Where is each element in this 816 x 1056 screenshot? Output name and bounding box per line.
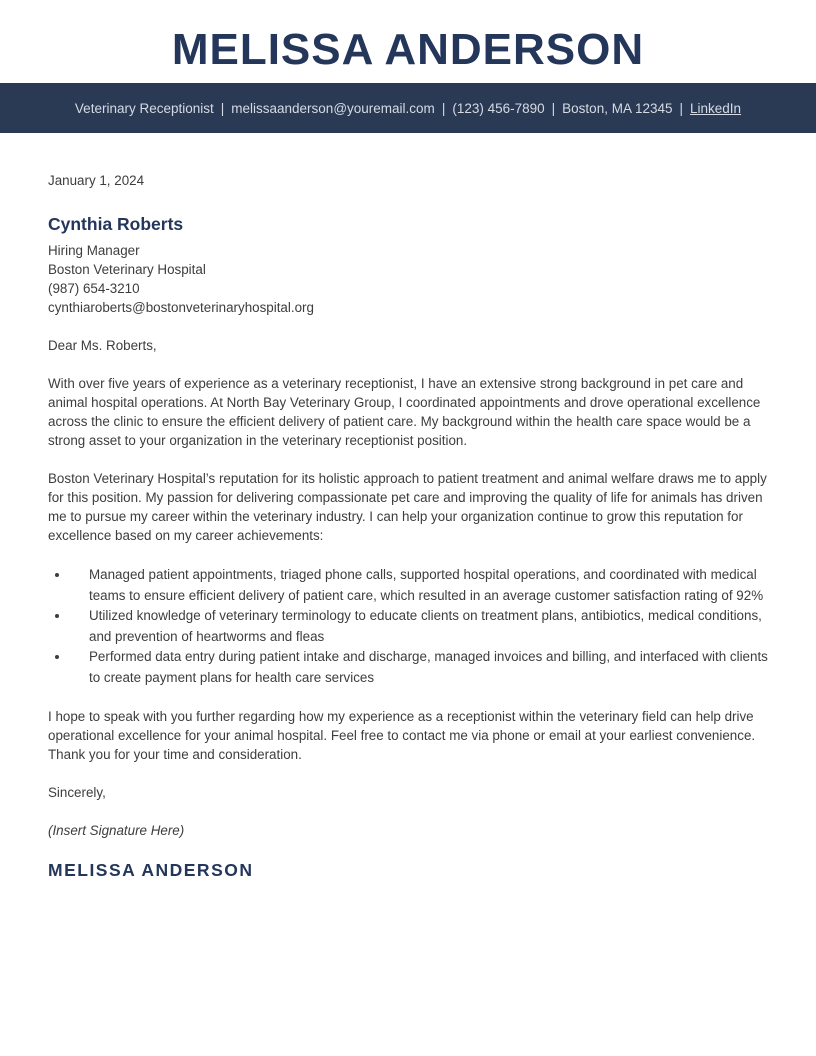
paragraph-2: Boston Veterinary Hospital’s reputation for its holistic approach to patient treatment and animal welfare draws me to apply for this position. My passion for delivering compassionate pet care and improving the quality of life for animals has driven me to pursue my career within the veterinary industry. I can help your organization continue to grow this reputation for excellence based on my career achievements:: [48, 471, 767, 544]
letter-date: January 1, 2024: [48, 173, 145, 189]
salutation: Dear Ms. Roberts,: [48, 338, 157, 354]
achievement-item: • Managed patient appointments, triaged phone calls, supported hospital operations, and coordinated with medical teams to ensure efficient delivery of patient care, which resulted in an average customer satisfaction rating of 92%: [70, 565, 768, 606]
paragraph-1: With over five years of experience as a veterinary receptionist, I have an extensive strong background in pet care and animal hospital operations. At North Bay Veterinary Group, I coordinated appointments and drove operational excellence across the clinic to ensure the efficient delivery of patient care. My background within the health care space would be a strong asset to your organization in the veterinary receptionist position.: [48, 376, 761, 449]
achievement-list: [48, 565, 768, 688]
header-name: MELISSA ANDERSON: [171, 25, 645, 74]
separator: |: [679, 100, 684, 116]
recipient-block: [48, 214, 768, 317]
contact-phone: (123) 456-7890: [452, 100, 545, 116]
recipient-name: Cynthia Roberts: [48, 214, 184, 235]
separator: |: [441, 100, 446, 116]
letter-body: [48, 171, 768, 880]
achievement-item: • Utilized knowledge of veterinary terminology to educate clients on treatment plans, antibiotics, medical conditions, and prevention of heartworms and fleas: [70, 606, 768, 647]
separator: |: [551, 100, 556, 116]
recipient-email: cynthiaroberts@bostonveterinaryhospital.org: [48, 300, 314, 316]
signature-placeholder: (Insert Signature Here): [48, 823, 185, 839]
separator: |: [220, 100, 225, 116]
recipient-phone: (987) 654-3210: [48, 281, 140, 297]
recipient-company: Boston Veterinary Hospital: [48, 262, 206, 278]
linkedin-link[interactable]: LinkedIn: [690, 100, 742, 116]
letter-header: [0, 0, 816, 74]
recipient-title: Hiring Manager: [48, 243, 140, 259]
contact-job-title: Veterinary Receptionist: [74, 100, 214, 116]
valediction: Sincerely,: [48, 785, 106, 801]
contact-location: Boston, MA 12345: [562, 100, 673, 116]
closing-paragraph: I hope to speak with you further regarding how my experience as a receptionist within the veterinary field can help drive operational excellence for your animal hospital. Feel free to contact me via phone or email at your earliest convenience. Thank you for your time and consideration.: [48, 709, 756, 763]
contact-email: melissaanderson@youremail.com: [231, 100, 435, 116]
achievement-item: • Performed data entry during patient intake and discharge, managed invoices and billing, and interfaced with clients to create payment plans for health care services: [70, 647, 768, 688]
contact-bar: [0, 83, 816, 133]
signature-name: MELISSA ANDERSON: [48, 860, 254, 881]
